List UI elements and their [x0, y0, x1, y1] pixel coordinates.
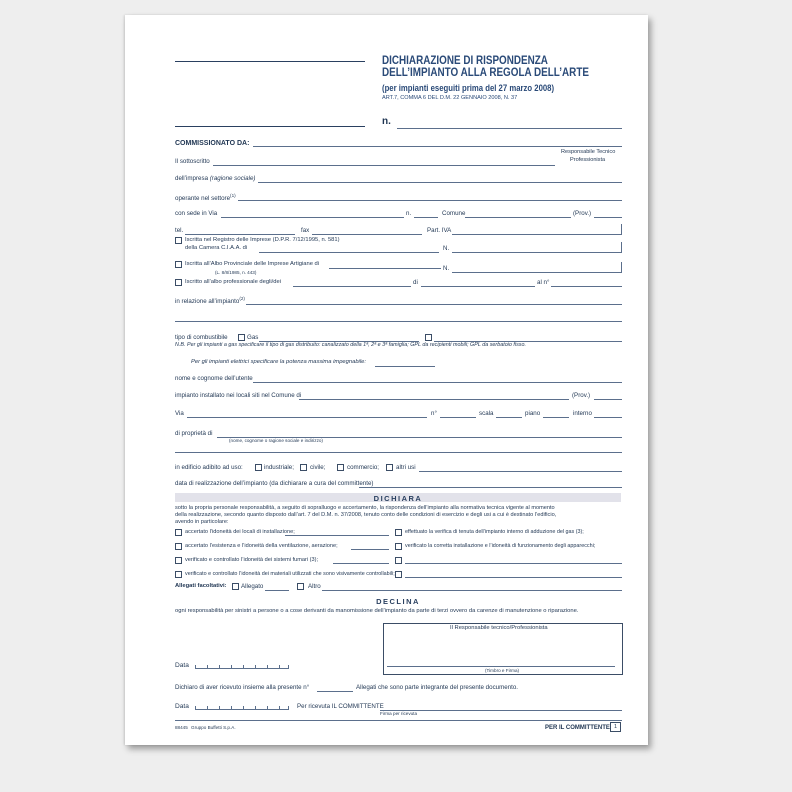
registro-n-label: N. — [443, 245, 450, 252]
proprieta-note: (nome, cognome o ragione sociale e indirizzo) — [229, 438, 323, 443]
prov-impianto-field[interactable] — [594, 399, 622, 400]
commercio-checkbox[interactable] — [337, 464, 344, 471]
comune-impianto-label: impianto installato nei locali siti nel Comune di — [175, 392, 302, 399]
left-item-1: accertato l’idoneità dei locali di installazione; — [185, 529, 295, 535]
albo-professionale-n-field[interactable] — [551, 286, 622, 287]
commissioned-field[interactable] — [253, 146, 622, 147]
settore-note: (1) — [230, 193, 236, 198]
right-item-2: verificato la corretta installazione e l’idoneità di funzionamento degli apparecchi; — [405, 543, 596, 549]
altri-usi-label: altri usi — [396, 464, 416, 471]
utente-field[interactable] — [253, 382, 622, 383]
numero-impianto-label: n° — [431, 410, 437, 417]
piva-field-tick — [621, 224, 622, 235]
relazione-label — [175, 297, 245, 305]
industriale-label: industriale; — [264, 464, 294, 471]
piva-label: Part. IVA — [427, 227, 452, 234]
comune-impianto-field[interactable] — [299, 399, 569, 400]
settore-label-text: operante nel settore — [175, 195, 231, 203]
via-impianto-field[interactable] — [187, 417, 427, 418]
albo-professionale-field[interactable] — [293, 286, 411, 287]
altro-field[interactable] — [322, 590, 622, 591]
firma-caption: Firma per ricevuta — [380, 711, 418, 716]
form-subtitle: (per impianti eseguiti prima del 27 marzo 2008) — [382, 83, 555, 93]
albo-artigiane-note: (L. 8/8/1985, n. 443) — [215, 270, 257, 275]
data-realizzazione-field[interactable] — [359, 487, 622, 488]
commercio-label: commercio; — [347, 464, 379, 471]
top-left-line — [175, 61, 365, 62]
utente-label: nome e cognome dell’utente — [175, 375, 253, 382]
footer-publisher: Gruppo Buffetti S.p.A. — [191, 725, 236, 730]
received-label-a: Dichiaro di aver ricevuto insieme alla presente n° — [175, 684, 310, 691]
allegato-field[interactable] — [265, 590, 289, 591]
left-line-2 — [351, 549, 389, 550]
relazione-label-text: in relazione all’impianto — [175, 298, 240, 306]
signature-caption: (Timbro e Firma) — [485, 668, 520, 673]
industriale-checkbox[interactable] — [255, 464, 262, 471]
footer-copy-label: PER IL COMMITTENTE — [545, 725, 610, 731]
registro-label-line-1: Iscritta nel Registro delle Imprese (D.P.R. 7/12/1995, n. 581) — [185, 237, 340, 243]
dichiara-heading: DICHIARA — [373, 494, 423, 503]
edificio-label: in edificio adibito ad uso: — [175, 464, 243, 471]
gas-label: Gas — [247, 334, 259, 341]
relazione-field-1[interactable] — [246, 304, 622, 305]
declina-heading: DECLINA — [376, 597, 420, 606]
potenza-field[interactable] — [375, 366, 435, 367]
registro-n-tick — [621, 242, 622, 253]
interno-field[interactable] — [594, 417, 622, 418]
allegati-label: Allegati facoltativi: — [175, 583, 227, 589]
fax-field[interactable] — [312, 234, 422, 235]
proprieta-field-2[interactable] — [175, 452, 622, 453]
left-item-4: verificato e controllato l’idoneità dei materiali utilizzati che sono visivamente controllabili; — [185, 571, 395, 577]
albo-professionale-di-field[interactable] — [421, 286, 535, 287]
piano-field[interactable] — [543, 417, 569, 418]
right-line-3[interactable] — [405, 563, 622, 564]
fax-label: fax — [301, 227, 310, 234]
signature-line — [387, 666, 615, 667]
gas-note: N.B. Per gli impianti a gas specificare il tipo di gas distribuito: canalizzato della 1ª, 2ª e 3ª famiglia; GPL da recipienti mobili; GPL da serbatoio fisso. — [175, 342, 526, 348]
impresa-label — [175, 176, 256, 182]
combustibile-checkbox[interactable] — [238, 334, 245, 341]
registro-cciaa-field[interactable] — [259, 252, 439, 253]
numero-impianto-field[interactable] — [440, 417, 476, 418]
form-title-line-1: DICHIARAZIONE DI RISPONDENZA — [382, 55, 548, 67]
registro-checkbox[interactable] — [175, 237, 182, 244]
sottoscritto-label: Il sottoscritto — [175, 158, 210, 165]
impresa-label-text: dell’impresa — [175, 175, 209, 182]
impresa-field[interactable] — [258, 182, 622, 183]
albo-artigiane-n-label: N. — [443, 265, 450, 272]
albo-artigiane-label: Iscritta all’Albo Provinciale delle Imprese Artigiane di — [185, 261, 320, 267]
tel-field[interactable] — [185, 234, 295, 235]
albo-artigiane-checkbox[interactable] — [175, 261, 182, 268]
form-reference: ART.7, COMMA 6 DEL D.M. 22 GENNAIO 2008, N. 37 — [382, 95, 518, 101]
per-ricevuta-label: Per ricevuta IL COMMITTENTE — [297, 703, 384, 710]
albo-artigiane-field[interactable] — [329, 268, 441, 269]
interno-label: interno — [573, 410, 592, 417]
number-label: n. — [382, 116, 391, 127]
dichiara-bar — [175, 493, 621, 502]
registro-label-line-2: della Camera C.I.A.A. di — [185, 245, 248, 251]
altri-usi-checkbox[interactable] — [386, 464, 393, 471]
other-fuel-checkbox[interactable] — [425, 334, 432, 341]
right-check-4[interactable] — [395, 571, 402, 578]
via-field[interactable] — [221, 217, 404, 218]
left-check-4[interactable] — [175, 571, 182, 578]
form-title-line-2: DELL’IMPIANTO ALLA REGOLA DELL’ARTE — [382, 67, 589, 79]
received-label-b: Allegati che sono parte integrante del presente documento. — [356, 684, 519, 691]
registro-n-field[interactable] — [452, 252, 622, 253]
date-field-2[interactable] — [195, 701, 289, 710]
via-impianto-label: Via — [175, 410, 184, 417]
civile-label: civile; — [310, 464, 326, 471]
declina-text: ogni responsabilità per sinistri a persone o a cose derivanti da manomissione dell’impianto da parte di terzi ovvero da carenze di manutenzione o riparazione. — [175, 608, 579, 614]
scala-field[interactable] — [496, 417, 522, 418]
street-number-field[interactable] — [414, 217, 438, 218]
dichiara-text-line-2: della realizzazione, secondo quanto disposto dall’art. 7 del D.M. n. 37/2008, tenuto conto delle condizioni di esercizio e degli usi a cui è destinato l’edificio, — [175, 512, 557, 518]
allegato-label: Allegato — [241, 583, 264, 590]
settore-label — [175, 194, 236, 202]
date-label-1: Data — [175, 662, 189, 669]
sottoscritto-field[interactable] — [213, 165, 555, 166]
altri-usi-field[interactable] — [419, 471, 622, 472]
impresa-label-note: (ragione sociale) — [209, 175, 256, 182]
scala-label: scala — [479, 410, 494, 417]
prov-field[interactable] — [594, 217, 622, 218]
left-line-3 — [333, 563, 389, 564]
civile-checkbox[interactable] — [300, 464, 307, 471]
right-check-2[interactable] — [395, 543, 402, 550]
altro-label: Altro — [308, 583, 321, 590]
date-field-1[interactable] — [195, 660, 289, 669]
relazione-note: (2) — [239, 296, 245, 301]
commission-upper-line — [175, 126, 365, 127]
prov-impianto-label: (Prov.) — [572, 392, 591, 399]
form-sheet — [125, 15, 648, 745]
left-item-2: accertato l’esistenza e l’idoneità della ventilazione, aerazione; — [185, 543, 338, 549]
right-item-1: effettuato la verifica di tenuta dell’impianto interno di adduzione del gas (3); — [405, 529, 584, 535]
comune-field[interactable] — [465, 217, 571, 218]
potenza-label: Per gli impianti elettrici specificare la potenza massima impegnabile: — [191, 359, 366, 365]
right-check-1[interactable] — [395, 529, 402, 536]
albo-professionale-checkbox[interactable] — [175, 279, 182, 286]
footer-page-number: 1 — [610, 722, 621, 732]
street-number-label: n. — [406, 210, 412, 217]
allegato-checkbox[interactable] — [232, 583, 239, 590]
right-check-3[interactable] — [395, 557, 402, 564]
date-label-2: Data — [175, 703, 189, 710]
role-label-line-2: Professionista — [570, 157, 606, 163]
settore-field[interactable] — [238, 200, 622, 201]
albo-professionale-n-label: al n° — [537, 279, 550, 286]
piva-field[interactable] — [452, 234, 622, 235]
right-line-4[interactable] — [405, 577, 622, 578]
data-realizzazione-label: data di realizzazione dell’impianto (da dichiarare a cura del committente) — [175, 480, 374, 487]
relazione-field-2[interactable] — [175, 321, 622, 322]
combustibile-label: tipo di combustibile — [175, 334, 228, 341]
number-field[interactable] — [397, 128, 622, 129]
role-label-line-1: Responsabile Tecnico — [561, 149, 616, 155]
albo-artigiane-n-tick — [621, 262, 622, 273]
footer-rule — [175, 720, 622, 721]
footer-code: 88445 — [175, 725, 188, 730]
albo-artigiane-n-field[interactable] — [452, 272, 622, 273]
tel-label: tel. — [175, 227, 184, 234]
albo-professionale-label: Iscritto all’albo professionale degli/dei — [185, 279, 282, 285]
left-check-3[interactable] — [175, 557, 182, 564]
left-item-3: verificato e controllato l’idoneità dei sistemi fumari (3); — [185, 557, 319, 563]
prov-label: (Prov.) — [573, 210, 592, 217]
albo-professionale-di-label: di — [413, 279, 418, 286]
proprieta-label: di proprietà di — [175, 430, 213, 437]
comune-label: Comune — [442, 210, 466, 217]
commissioned-label: COMMISSIONATO DA: — [175, 140, 250, 147]
dichiara-text-line-1: sotto la propria personale responsabilità, a seguito di sopralluogo e accertamento, la rispondenza dell’impianto alla normativa tecnica vigente al momento — [175, 505, 555, 511]
left-check-2[interactable] — [175, 543, 182, 550]
via-label: con sede in Via — [175, 210, 218, 217]
dichiara-text-line-3: avendo in particolare: — [175, 519, 229, 525]
altro-checkbox[interactable] — [297, 583, 304, 590]
signature-box-title: Il Responsabile tecnico/Professionista — [450, 625, 548, 631]
received-count-field[interactable] — [317, 691, 353, 692]
piano-label: piano — [525, 410, 541, 417]
left-check-1[interactable] — [175, 529, 182, 536]
left-line-1 — [285, 535, 389, 536]
